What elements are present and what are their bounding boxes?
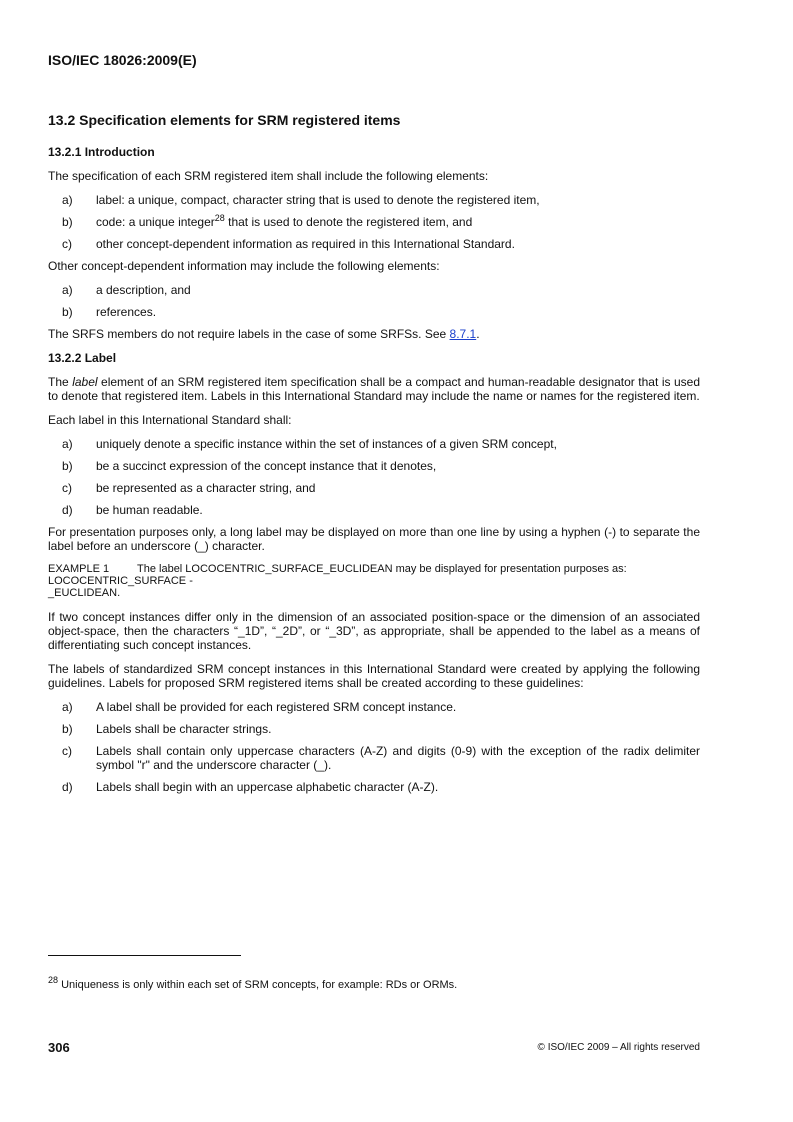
list-marker: b): [62, 305, 73, 319]
list-marker: c): [62, 744, 72, 758]
label-paragraph-3: For presentation purposes only, a long label may be displayed on more than one line by using a hyphen (-) to separate the label before an underscore (_) character.: [48, 525, 700, 553]
intro-paragraph-2: Other concept-dependent information may include the following elements:: [48, 259, 440, 273]
list-item-text: be human readable.: [96, 503, 203, 517]
section-title: 13.2 Specification elements for SRM registered items: [48, 112, 401, 128]
subsection-title-label: 13.2.2 Label: [48, 351, 117, 365]
list-marker: d): [62, 780, 73, 794]
list-item-text-post: that is used to denote the registered item, and: [224, 215, 473, 229]
page-number: 306: [48, 1040, 70, 1055]
label-guidelines-list: [48, 700, 700, 794]
footnote-number: 28: [48, 975, 59, 985]
list-item: [48, 237, 700, 251]
intro-paragraph-3: [48, 327, 700, 341]
list-marker: b): [62, 459, 73, 473]
list-item: [48, 722, 700, 736]
list-item: [48, 744, 700, 772]
footnote-divider: [48, 955, 241, 956]
example-line-1: [48, 563, 700, 575]
label-paragraph-2: Each label in this International Standard shall:: [48, 413, 292, 427]
footnote-reference[interactable]: 28: [214, 213, 225, 223]
example-line-3: _EUCLIDEAN.: [48, 587, 121, 599]
intro-elements-list: [48, 193, 700, 251]
list-item-text-pre: code: a unique integer: [96, 215, 215, 229]
list-item: [48, 700, 700, 714]
paragraph-text: .: [476, 327, 480, 341]
copyright-notice: © ISO/IEC 2009 – All rights reserved: [537, 1042, 700, 1053]
list-item: [48, 503, 700, 517]
list-item: [48, 437, 700, 451]
label-paragraph-4: If two concept instances differ only in the dimension of an associated position-space or the dimension of an associated object-space, then the characters “_1D”, “_2D”, or “_3D”, as appropriate, shall be appended to the label as a means of differentiating such concept instances.: [48, 610, 700, 652]
example-tag: EXAMPLE 1: [48, 563, 110, 575]
list-marker: c): [62, 481, 72, 495]
list-item-text: other concept-dependent information as required in this International Standard.: [96, 237, 515, 251]
list-item-text: be represented as a character string, and: [96, 481, 316, 495]
label-paragraph-1: [48, 375, 700, 403]
paragraph-text: element of an SRM registered item specification shall be a compact and human-readable designator that is used to denote that registered item. Labels in this International Standard may include the name or names for the registered item.: [48, 375, 701, 403]
label-paragraph-5: The labels of standardized SRM concept instances in this International Standard were created by applying the following guidelines. Labels for proposed SRM registered items shall be created according to these guidelines:: [48, 662, 700, 690]
list-marker: a): [62, 437, 73, 451]
list-marker: d): [62, 503, 73, 517]
label-requirements-list: [48, 437, 700, 517]
list-item: [48, 193, 700, 207]
list-marker: c): [62, 237, 72, 251]
other-info-list: [48, 283, 700, 319]
list-item: [48, 481, 700, 495]
list-item-text: references.: [96, 305, 157, 319]
document-id-header: ISO/IEC 18026:2009(E): [48, 52, 197, 68]
list-item: [48, 283, 700, 297]
subsection-title-introduction: 13.2.1 Introduction: [48, 145, 155, 159]
list-item-text: Labels shall be character strings.: [96, 722, 272, 736]
footnote-text: Uniqueness is only within each set of SRM concepts, for example: RDs or ORMs.: [58, 979, 458, 991]
main-content: [48, 112, 700, 802]
paragraph-text: The: [48, 375, 73, 389]
list-item-text: Labels shall contain only uppercase characters (A-Z) and digits (0-9) with the exception of the radix delimiter symbol "r" and the underscore character (_).: [96, 744, 700, 772]
list-item: [48, 305, 700, 319]
list-marker: b): [62, 215, 73, 229]
section-link-8-7-1[interactable]: 8.7.1: [449, 327, 477, 341]
list-item-text: label: a unique, compact, character string that is used to denote the registered item,: [96, 193, 540, 207]
list-item-text: Labels shall begin with an uppercase alphabetic character (A-Z).: [96, 780, 439, 794]
list-item-text: be a succinct expression of the concept instance that it denotes,: [96, 459, 437, 473]
list-marker: b): [62, 722, 73, 736]
list-marker: a): [62, 193, 73, 207]
list-marker: a): [62, 283, 73, 297]
list-item-text: a description, and: [96, 283, 191, 297]
emphasized-term: label: [72, 375, 98, 389]
intro-paragraph-1: The specification of each SRM registered item shall include the following elements:: [48, 169, 489, 183]
paragraph-text: The SRFS members do not require labels in the case of some SRFSs. See: [48, 327, 450, 341]
list-marker: a): [62, 700, 73, 714]
example-line-2: LOCOCENTRIC_SURFACE -: [48, 575, 193, 587]
example-text: The label LOCOCENTRIC_SURFACE_EUCLIDEAN may be displayed for presentation purposes as:: [137, 563, 627, 575]
list-item: [48, 215, 700, 229]
example-block: [48, 563, 700, 599]
list-item: [48, 459, 700, 473]
list-item-text: A label shall be provided for each registered SRM concept instance.: [96, 700, 457, 714]
list-item: [48, 780, 700, 794]
document-page: [48, 0, 700, 1122]
footnote: [48, 975, 458, 991]
list-item-text: uniquely denote a specific instance within the set of instances of a given SRM concept,: [96, 437, 557, 451]
